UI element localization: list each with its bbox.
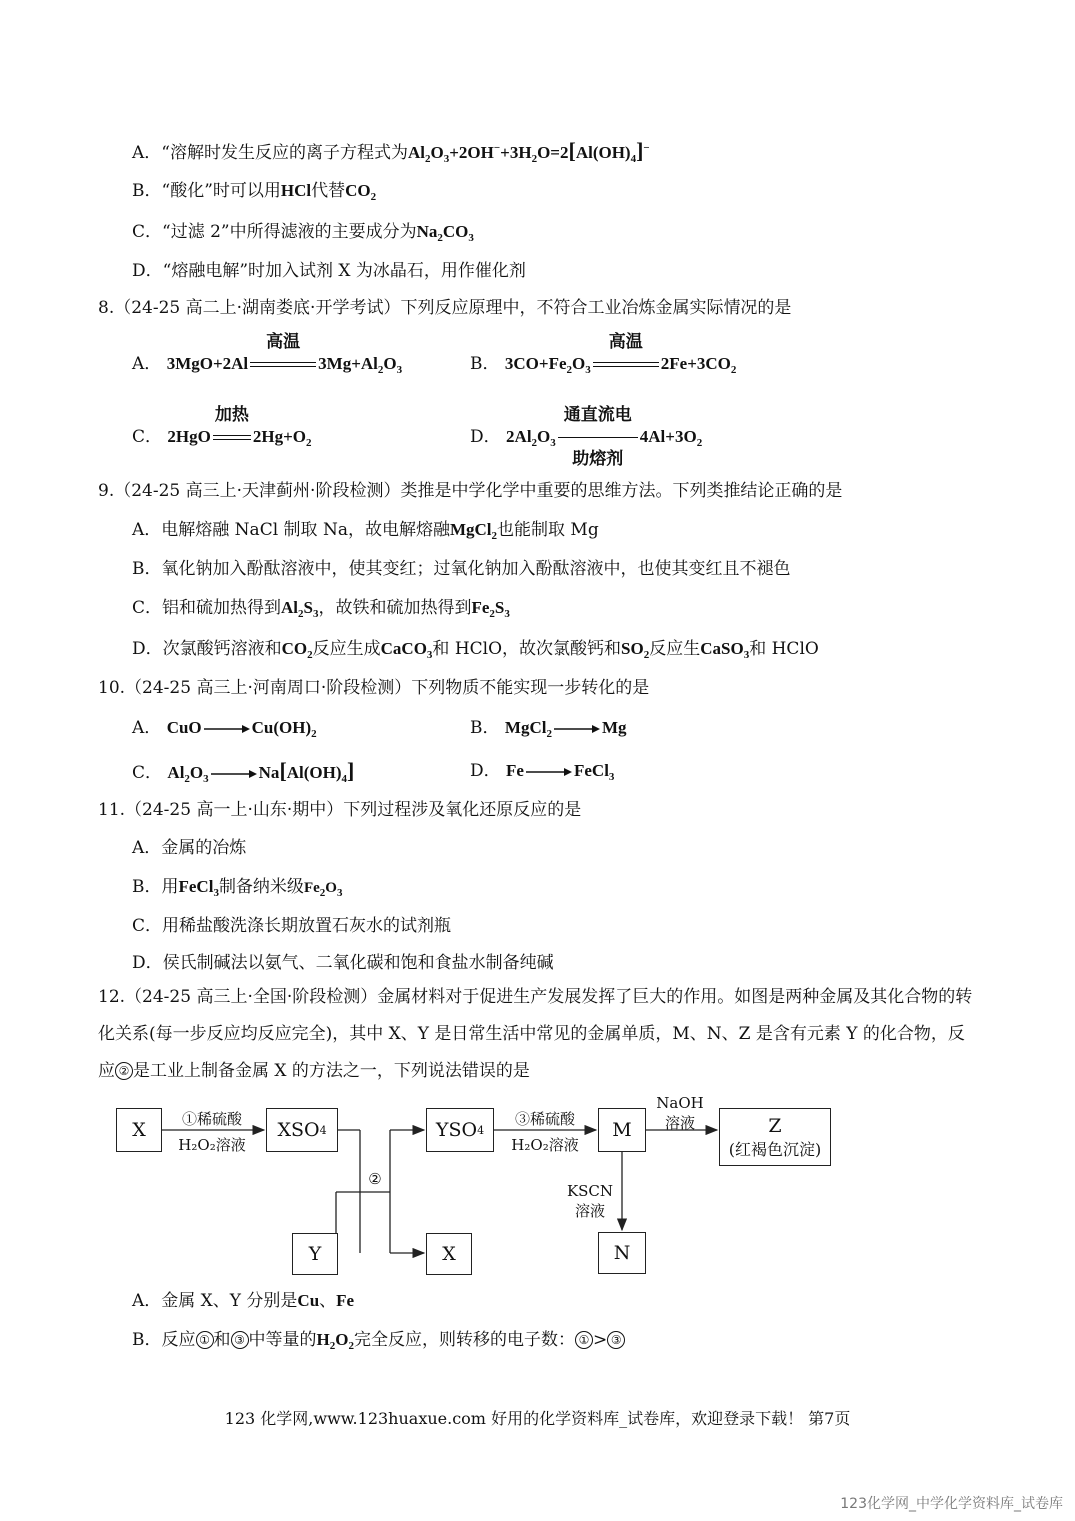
option-text: “酸化”时可以用 bbox=[161, 181, 281, 201]
box-xso4: XSO 4 bbox=[266, 1108, 338, 1152]
circled-number: ② bbox=[115, 1062, 133, 1080]
q12-option-a[interactable] bbox=[132, 1290, 354, 1312]
option-label: A． bbox=[132, 1291, 162, 1311]
option-label: A． bbox=[132, 718, 162, 738]
step2-label: ② bbox=[368, 1170, 382, 1188]
formula: $Al_2O_3$ $Na[Al(OH)_4]$ bbox=[167, 758, 355, 785]
option-label: B． bbox=[132, 1330, 162, 1350]
option-label: B． bbox=[132, 181, 162, 201]
formula: 2HgO 加热 $2Hg+O_2$ bbox=[167, 405, 312, 449]
option-text: 代替 bbox=[311, 181, 346, 201]
q9-stem: 9.（24-25 高三上·天津蓟州·阶段检测）类推是中学化学中重要的思维方法。下列类推结论正确的是 bbox=[98, 481, 843, 501]
option-text: 金属 X、Y 分别是 bbox=[161, 1291, 298, 1311]
option-text: “熔融电解”时加入试剂 X 为冰晶石，用作催化剂 bbox=[162, 261, 526, 281]
condition-label: 加热 bbox=[214, 405, 249, 424]
option-label: A． bbox=[132, 838, 162, 858]
condition-label: 高温 bbox=[266, 332, 301, 351]
step1-oxidant: H₂O₂溶液 bbox=[178, 1136, 246, 1154]
option-label: C． bbox=[132, 222, 163, 242]
option-label: B． bbox=[470, 718, 500, 738]
formula: HCl bbox=[280, 181, 312, 200]
kscn-label: KSCN bbox=[566, 1182, 614, 1200]
q10-stem: 10.（24-25 高三上·河南周口·阶段检测）下列物质不能实现一步转化的是 bbox=[98, 678, 650, 698]
option-text: 也能制取 Mg bbox=[497, 520, 599, 540]
option-text: ，故铁和硫加热得到 bbox=[318, 598, 472, 618]
q12-option-b[interactable] bbox=[132, 1329, 625, 1357]
formula: Fe FeCl$_3$ bbox=[506, 761, 615, 783]
step3-oxidant: H₂O₂溶液 bbox=[511, 1136, 579, 1154]
option-text: 和 bbox=[213, 1330, 231, 1350]
box-label: YSO bbox=[435, 1119, 478, 1141]
option-text: 、 bbox=[319, 1291, 337, 1311]
formula: $Fe_2S_3$ bbox=[471, 598, 510, 620]
option-text: > bbox=[592, 1330, 608, 1350]
box-label: Z bbox=[768, 1114, 782, 1137]
option-label: D． bbox=[470, 427, 501, 447]
step3-reagent: ③稀硫酸 bbox=[514, 1110, 575, 1128]
option-label: D． bbox=[132, 261, 163, 281]
circled-number: ① bbox=[575, 1331, 593, 1349]
box-label: XSO bbox=[277, 1119, 320, 1141]
page-footer: 123 化学网,www.123huaxue.com 好用的化学资料库_试卷库，欢迎登录下载！ 第7页 bbox=[224, 1409, 851, 1428]
kscn-solution-label: 溶液 bbox=[574, 1202, 605, 1220]
option-text: 中等量的 bbox=[248, 1330, 317, 1350]
option-label: A． bbox=[132, 354, 162, 374]
step1-reagent: ①稀硫酸 bbox=[181, 1110, 242, 1128]
option-text: 电解熔融 NaCl 制取 Na，故电解熔融 bbox=[161, 520, 450, 540]
option-label: B． bbox=[470, 354, 500, 374]
formula: CaSO$_3$ bbox=[700, 639, 750, 661]
option-label: C． bbox=[132, 763, 163, 783]
formula: $CO_2$ bbox=[345, 181, 377, 203]
option-text: 金属的冶炼 bbox=[161, 838, 247, 858]
box-note: (红褐色沉淀) bbox=[728, 1139, 822, 1159]
option-text: 用 bbox=[161, 877, 179, 897]
option-text: 氧化钠加入酚酞溶液中，使其变红；过氧化钠加入酚酞溶液中，也使其变红且不褪色 bbox=[161, 559, 791, 579]
formula: FeCl$_3$ bbox=[178, 877, 219, 899]
option-text: 反应 bbox=[161, 1330, 196, 1350]
option-label: A． bbox=[132, 520, 162, 540]
formula: Fe bbox=[336, 1291, 355, 1310]
option-text: 反应生 bbox=[649, 639, 701, 659]
formula: $SO_2$ bbox=[621, 639, 650, 661]
option-text: 制备纳米级 bbox=[218, 877, 304, 897]
stem-text: 是工业上制备金属 X 的方法之一，下列说法错误的是 bbox=[133, 1061, 530, 1081]
formula: 3MgO+2Al 高温 $3Mg+Al_2O_3$ bbox=[166, 332, 403, 376]
formula: Cu bbox=[297, 1291, 320, 1310]
formula: $CO_2$ bbox=[281, 639, 313, 661]
circled-number: ③ bbox=[231, 1331, 249, 1349]
formula: MgCl$_2$ bbox=[449, 520, 498, 542]
box-m: M bbox=[598, 1108, 646, 1152]
condition-label: 助熔剂 bbox=[572, 449, 624, 468]
box-x: X bbox=[116, 1108, 162, 1152]
naoh-solution-label: 溶液 bbox=[664, 1114, 695, 1132]
condition-label: 通直流电 bbox=[563, 405, 632, 424]
option-text: 铝和硫加热得到 bbox=[162, 598, 282, 618]
option-label: C． bbox=[132, 916, 163, 936]
option-text: “过滤 2”中所得滤液的主要成分为 bbox=[162, 222, 417, 242]
q8-stem: 8.（24-25 高二上·湖南娄底·开学考试）下列反应原理中，不符合工业冶炼金属实际情况的是 bbox=[98, 298, 792, 318]
option-label: C． bbox=[132, 427, 163, 447]
formula: MgCl$_2$ Mg bbox=[504, 718, 627, 740]
option-label: C． bbox=[132, 598, 163, 618]
watermark: 123化学网_中学化学资料库_试卷库 bbox=[840, 1496, 1063, 1512]
formula: $Al_2S_3$ bbox=[281, 598, 319, 620]
box-n: N bbox=[598, 1232, 646, 1274]
option-text: 侯氏制碱法以氨气、二氧化碳和饱和食盐水制备纯碱 bbox=[162, 953, 554, 973]
option-text: 用稀盐酸洗涤长期放置石灰水的试剂瓶 bbox=[162, 916, 452, 936]
stem-text: 12.（24-25 高三上·全国·阶段检测）金属材料对于促进生产发展发挥了巨大的作用。如图是两种金属及其化合物的转化关系(每一步反应均反应完全)，其中 X、Y 是日常生活中常见的金属单质，M、N、Z 是含有元素 Y 的化合物，反应 bbox=[98, 987, 973, 1081]
option-label: B． bbox=[132, 559, 162, 579]
option-text: 反应生成 bbox=[312, 639, 381, 659]
option-label: D． bbox=[132, 953, 163, 973]
formula: $H_2O_2$ bbox=[316, 1330, 354, 1352]
option-label: B． bbox=[132, 877, 162, 897]
option-label: D． bbox=[470, 761, 501, 781]
option-label: D． bbox=[132, 639, 163, 659]
circled-number: ① bbox=[196, 1331, 214, 1349]
option-text: 次氯酸钙溶液和 bbox=[162, 639, 282, 659]
naoh-label: NaOH bbox=[656, 1094, 704, 1112]
option-text: 和 HClO，故次氯酸钙和 bbox=[432, 639, 622, 659]
formula: CaCO$_3$ bbox=[380, 639, 433, 661]
q11-stem: 11.（24-25 高一上·山东·期中）下列过程涉及氧化还原反应的是 bbox=[98, 800, 582, 820]
formula: $Fe_2O_3$ bbox=[303, 880, 343, 899]
option-text: “溶解时发生反应的离子方程式为 bbox=[161, 143, 408, 163]
option-text: 完全反应，则转移的电子数： bbox=[353, 1330, 575, 1350]
formula: CuO $Cu(OH)_2$ bbox=[166, 718, 317, 740]
box-x-product: X bbox=[426, 1233, 472, 1275]
option-text: 和 HClO bbox=[749, 639, 819, 659]
box-yso4: YSO 4 bbox=[426, 1108, 494, 1152]
option-label: A． bbox=[132, 143, 162, 163]
formula: $Al_2O_3+2OH^-+3H_2O=2[Al(OH)_4]^-$ bbox=[407, 138, 650, 165]
box-y: Y bbox=[292, 1233, 338, 1275]
condition-label: 高温 bbox=[608, 332, 643, 351]
formula: $2Al_2O_3$ 通直流电 助熔剂 $4Al+3O_2$ bbox=[506, 405, 703, 468]
box-z bbox=[719, 1108, 831, 1166]
formula: $3CO+Fe_2O_3$ 高温 $2Fe+3CO_2$ bbox=[504, 332, 737, 376]
formula: $Na_2CO_3$ bbox=[416, 222, 474, 244]
circled-number: ③ bbox=[607, 1331, 625, 1349]
